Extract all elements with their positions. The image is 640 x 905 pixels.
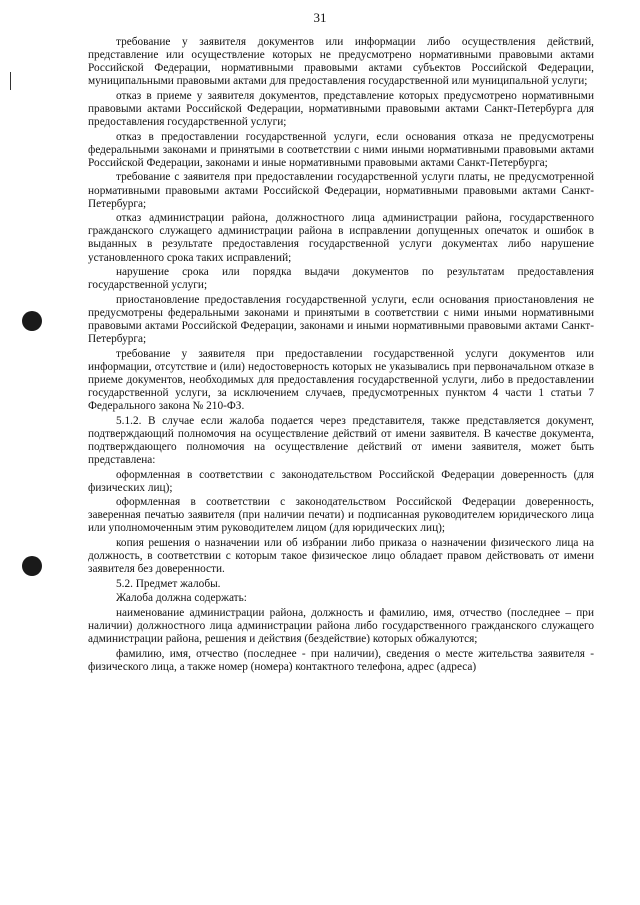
paragraph: требование у заявителя документов или информации либо осуществления действий, представление или осуществление которых не предусмотрено нормативными правовыми актами Российской Федерации, нормативными правовыми актами субъектов Российской Федерации, муниципальными правовыми актами для предоставления государственной или муниципальной услуги; — [88, 36, 594, 88]
paragraph: отказ в предоставлении государственной услуги, если основания отказа не предусмотрены федеральными законами и принятыми в соответствии с ними иными нормативными правовыми актами Российской Федерации, законами и иные нормативными правовыми актами Санкт-Петербурга; — [88, 130, 594, 169]
paragraph: нарушение срока или порядка выдачи документов по результатам предоставления государственной услуги; — [88, 266, 594, 292]
document-body — [88, 36, 594, 675]
paragraph: отказ в приеме у заявителя документов, представление которых предусмотрено нормативными правовыми актами Российской Федерации, нормативными правовыми актами Санкт-Петербурга для предоставления государственной услуги; — [88, 89, 594, 129]
paragraph: фамилию, имя, отчество (последнее - при наличии), сведения о месте жительства заявителя - физического лица, а также номер (номера) контактного телефона, адрес (адреса) — [88, 647, 594, 673]
paragraph: отказ администрации района, должностного лица администрации района, государственного гражданского служащего администрации района в исправлении допущенных опечаток и ошибок в выданных в результате предоставления государственной услуги документах либо нарушение установленного срока таких исправлений; — [88, 212, 594, 264]
paragraph: оформленная в соответствии с законодательством Российской Федерации доверенность (для физических лиц); — [88, 468, 594, 494]
punch-hole — [22, 311, 42, 331]
paragraph: приостановление предоставления государственной услуги, если основания приостановления не предусмотрены федеральными законами и принятыми в соответствии с ними иными нормативными правовыми актами Российской Федерации, законами и иными нормативными правовыми актами Санкт-Петербурга; — [88, 293, 594, 346]
paragraph: 5.1.2. В случае если жалоба подается через представителя, также представляется документ, подтверждающий полномочия на осуществление действий от имени заявителя. В качестве документа, подтверждающего полномочия на осуществление действий от имени заявителя, может быть представлена: — [88, 414, 594, 466]
page-number: 31 — [313, 10, 327, 25]
paragraph: оформленная в соответствии с законодательством Российской Федерации доверенность, заверенная печатью заявителя (при наличии печати) и подписанная руководителем юридического лица или уполномоченным этим руководителем лицом (для юридических лиц); — [88, 496, 594, 535]
paragraph: требование с заявителя при предоставлении государственной услуги платы, не предусмотренной нормативными правовыми актами Российской Федерации, нормативными правовыми актами Санкт-Петербурга; — [88, 171, 594, 210]
punch-hole — [22, 556, 42, 576]
paragraph: копия решения о назначении или об избрании либо приказа о назначении физического лица на должность, в соответствии с которым такое физическое лицо обладает правом действовать от имени заявителя без доверенности. — [88, 536, 594, 576]
paragraph: Жалоба должна содержать: — [116, 592, 247, 605]
paragraph: наименование администрации района, должность и фамилию, имя, отчество (последнее – при наличии) должностного лица администрации района либо государственного гражданского служащего администрации района, решения и действия (бездействие) которых обжалуются; — [88, 606, 594, 646]
section-heading: 5.2. Предмет жалобы. — [116, 577, 221, 590]
margin-mark — [10, 72, 11, 90]
paragraph: требование у заявителя при предоставлении государственной услуги документов или информации, отсутствие и (или) недостоверность которых не указывались при первоначальном отказе в приеме документов, необходимых для предоставления государственной услуги, либо в предоставлении государственной услуги, за исключением случаев, предусмотренных пунктом 4 части 1 статьи 7 Федерального закона № 210-ФЗ. — [88, 347, 594, 413]
